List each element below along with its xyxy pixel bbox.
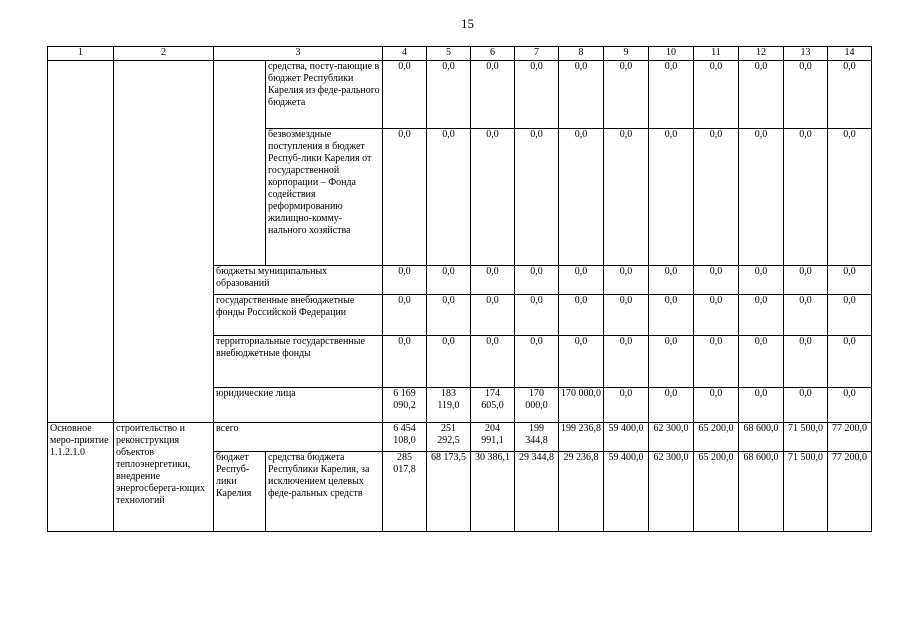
value-cell: 0,0	[694, 295, 739, 336]
value-cell: 0,0	[471, 295, 515, 336]
value-cell: 6 454 108,0	[383, 423, 427, 452]
value-cell: 0,0	[604, 129, 649, 266]
value-cell: 68 600,0	[739, 452, 784, 532]
value-cell: 65 200,0	[694, 452, 739, 532]
value-cell: 0,0	[559, 336, 604, 388]
budget-table	[47, 46, 872, 532]
value-cell: 251 292,5	[427, 423, 471, 452]
value-cell: 170 000,0	[515, 388, 559, 423]
value-cell: 0,0	[604, 336, 649, 388]
value-cell: 0,0	[694, 129, 739, 266]
row-label: всего	[214, 423, 383, 452]
header-cell: 6	[471, 47, 515, 61]
event-code-cell: Основное меро-приятие 1.1.2.1.0	[48, 423, 114, 532]
row-label: средства бюджета Республики Карелия, за исключением целевых феде-ральных средств	[266, 452, 383, 532]
value-cell: 204 991,1	[471, 423, 515, 452]
header-cell: 3	[214, 47, 383, 61]
value-cell: 0,0	[515, 295, 559, 336]
value-cell: 0,0	[383, 129, 427, 266]
value-cell: 0,0	[604, 266, 649, 295]
value-cell: 71 500,0	[784, 452, 828, 532]
value-cell: 68 173,5	[427, 452, 471, 532]
value-cell: 0,0	[427, 295, 471, 336]
value-cell: 0,0	[828, 266, 872, 295]
value-cell: 59 400,0	[604, 423, 649, 452]
value-cell: 183 119,0	[427, 388, 471, 423]
value-cell: 0,0	[784, 295, 828, 336]
value-cell: 0,0	[739, 295, 784, 336]
value-cell: 0,0	[559, 295, 604, 336]
value-cell: 0,0	[383, 295, 427, 336]
header-cell: 4	[383, 47, 427, 61]
value-cell: 199 344,8	[515, 423, 559, 452]
value-cell: 0,0	[649, 266, 694, 295]
table-row	[48, 61, 872, 129]
header-cell: 1	[48, 47, 114, 61]
table-header-row	[48, 47, 872, 61]
value-cell: 62 300,0	[649, 452, 694, 532]
value-cell: 0,0	[828, 388, 872, 423]
empty-cell	[48, 61, 114, 423]
value-cell: 29 344,8	[515, 452, 559, 532]
value-cell: 0,0	[471, 266, 515, 295]
value-cell: 0,0	[694, 388, 739, 423]
row-label: бюджеты муниципальных образований	[214, 266, 383, 295]
value-cell: 0,0	[383, 266, 427, 295]
value-cell: 0,0	[427, 61, 471, 129]
value-cell: 0,0	[471, 336, 515, 388]
value-cell: 0,0	[427, 266, 471, 295]
value-cell: 0,0	[427, 336, 471, 388]
value-cell: 65 200,0	[694, 423, 739, 452]
value-cell: 0,0	[739, 388, 784, 423]
row-label: территориальные государственные внебюджетные фонды	[214, 336, 383, 388]
value-cell: 68 600,0	[739, 423, 784, 452]
header-cell: 12	[739, 47, 784, 61]
value-cell: 0,0	[471, 61, 515, 129]
value-cell: 62 300,0	[649, 423, 694, 452]
header-cell: 2	[114, 47, 214, 61]
value-cell: 0,0	[694, 336, 739, 388]
value-cell: 0,0	[694, 61, 739, 129]
value-cell: 0,0	[784, 129, 828, 266]
value-cell: 285 017,8	[383, 452, 427, 532]
value-cell: 0,0	[739, 129, 784, 266]
value-cell: 0,0	[427, 129, 471, 266]
value-cell: 0,0	[649, 336, 694, 388]
value-cell: 0,0	[515, 336, 559, 388]
header-cell: 10	[649, 47, 694, 61]
value-cell: 0,0	[604, 388, 649, 423]
value-cell: 0,0	[649, 295, 694, 336]
value-cell: 0,0	[828, 336, 872, 388]
value-cell: 0,0	[739, 336, 784, 388]
header-cell: 14	[828, 47, 872, 61]
value-cell: 0,0	[604, 61, 649, 129]
value-cell: 77 200,0	[828, 452, 872, 532]
value-cell: 0,0	[559, 129, 604, 266]
budget-label-cell: бюджет Респуб-лики Карелия	[214, 452, 266, 532]
value-cell: 30 386,1	[471, 452, 515, 532]
page-number: 15	[461, 16, 474, 31]
value-cell: 0,0	[784, 388, 828, 423]
value-cell: 0,0	[828, 129, 872, 266]
value-cell: 0,0	[694, 266, 739, 295]
header-cell: 13	[784, 47, 828, 61]
value-cell: 59 400,0	[604, 452, 649, 532]
value-cell: 174 605,0	[471, 388, 515, 423]
value-cell: 0,0	[515, 266, 559, 295]
row-label: государственные внебюджетные фонды Российской Федерации	[214, 295, 383, 336]
empty-cell	[114, 61, 214, 423]
value-cell: 0,0	[515, 61, 559, 129]
header-cell: 7	[515, 47, 559, 61]
table-row	[48, 423, 872, 452]
value-cell: 199 236,8	[559, 423, 604, 452]
value-cell: 0,0	[649, 61, 694, 129]
value-cell: 0,0	[515, 129, 559, 266]
row-label: юридические лица	[214, 388, 383, 423]
row-label: безвозмездные поступления в бюджет Респуб-лики Карелия от государственной корпорации – Фонда содействия реформированию жилищно-комму-нального хозяйства	[266, 129, 383, 266]
header-cell: 5	[427, 47, 471, 61]
value-cell: 0,0	[784, 266, 828, 295]
value-cell: 0,0	[828, 295, 872, 336]
value-cell: 170 000,0	[559, 388, 604, 423]
value-cell: 0,0	[649, 388, 694, 423]
row-label: средства, посту-пающие в бюджет Республики Карелия из феде-рального бюджета	[266, 61, 383, 129]
value-cell: 6 169 090,2	[383, 388, 427, 423]
empty-cell	[214, 61, 266, 266]
value-cell: 0,0	[559, 61, 604, 129]
value-cell: 0,0	[383, 336, 427, 388]
value-cell: 0,0	[739, 266, 784, 295]
value-cell: 0,0	[649, 129, 694, 266]
value-cell: 0,0	[784, 61, 828, 129]
value-cell: 0,0	[604, 295, 649, 336]
value-cell: 0,0	[383, 61, 427, 129]
value-cell: 0,0	[784, 336, 828, 388]
value-cell: 71 500,0	[784, 423, 828, 452]
value-cell: 29 236,8	[559, 452, 604, 532]
value-cell: 0,0	[739, 61, 784, 129]
header-cell: 11	[694, 47, 739, 61]
value-cell: 0,0	[471, 129, 515, 266]
value-cell: 77 200,0	[828, 423, 872, 452]
value-cell: 0,0	[828, 61, 872, 129]
header-cell: 9	[604, 47, 649, 61]
value-cell: 0,0	[559, 266, 604, 295]
event-name-cell: строительство и реконструкция объектов теплоэнергетики, внедрение энергосберега-ющих технологий	[114, 423, 214, 532]
header-cell: 8	[559, 47, 604, 61]
